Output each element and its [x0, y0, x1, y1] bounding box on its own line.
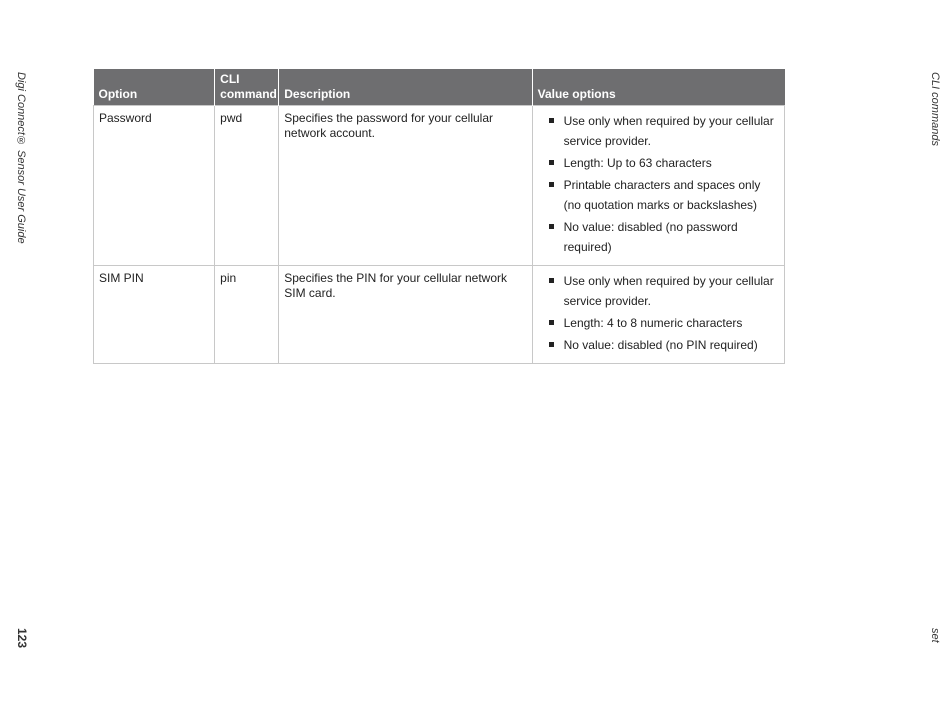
cli-cell: pin [215, 266, 279, 364]
options-table [93, 69, 785, 364]
page-number: 123 [15, 628, 29, 649]
value-option-item: No value: disabled (no password required) [564, 217, 779, 257]
cli-cell: pwd [215, 106, 279, 266]
option-cell: SIM PIN [94, 266, 215, 364]
running-head-section: set [929, 628, 941, 643]
running-head-guide-title: Digi Connect® Sensor User Guide [15, 72, 27, 244]
header-cli-command: CLI command [215, 69, 279, 106]
value-option-item: No value: disabled (no PIN required) [564, 335, 779, 355]
value-option-item: Use only when required by your cellular service provider. [564, 271, 779, 311]
table-row [94, 106, 785, 266]
bullet-icon [549, 320, 554, 325]
option-cell: Password [94, 106, 215, 266]
bullet-icon [549, 118, 554, 123]
running-head-chapter: CLI commands [929, 72, 941, 146]
bullet-icon [549, 278, 554, 283]
value-options-cell [532, 106, 784, 266]
value-options-cell [532, 266, 784, 364]
value-option-item: Printable characters and spaces only (no quotation marks or backslashes) [564, 175, 779, 215]
description-cell: Specifies the password for your cellular network account. [279, 106, 532, 266]
bullet-icon [549, 342, 554, 347]
bullet-icon [549, 224, 554, 229]
value-option-item: Length: 4 to 8 numeric characters [564, 313, 779, 333]
value-option-item: Use only when required by your cellular service provider. [564, 111, 779, 151]
header-option: Option [94, 69, 215, 106]
bullet-icon [549, 160, 554, 165]
header-description: Description [279, 69, 532, 106]
table-row [94, 266, 785, 364]
table-header-row [94, 69, 785, 106]
header-value-options: Value options [532, 69, 784, 106]
value-option-item: Length: Up to 63 characters [564, 153, 779, 173]
bullet-icon [549, 182, 554, 187]
description-cell: Specifies the PIN for your cellular network SIM card. [279, 266, 532, 364]
